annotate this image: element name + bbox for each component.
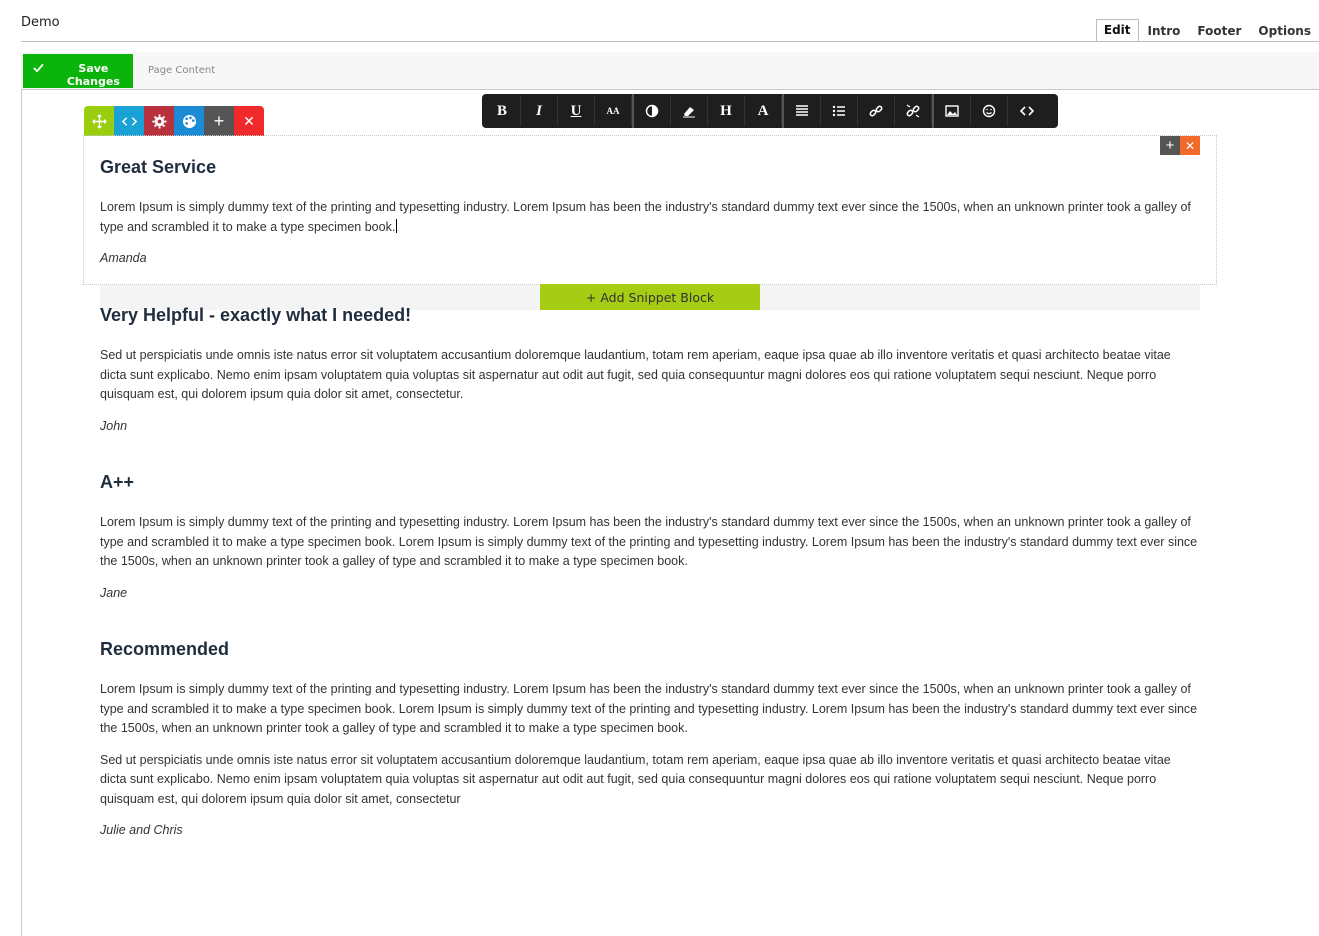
italic-button[interactable]: I bbox=[521, 96, 558, 126]
section-paragraph: Sed ut perspiciatis unde omnis iste natus error sit voluptatem accusantium doloremque laudantium, totam rem aperiam, eaque ipsa quae ab illo inventore veritatis et quasi architecto beatae vitae dicta sunt explicabo. Nemo enim ipsam voluptatem quia voluptas sit aspernatur aut odit aut fugit, sed quia consequuntur magni dolores eos qui ratione voluptatem sequi nesciunt. Neque porro quisquam est, qui dolorem ipsum quia dolor sit amet, consectetur. bbox=[100, 348, 1171, 401]
link-button[interactable] bbox=[858, 96, 895, 126]
section-title: Very Helpful - exactly what I needed! bbox=[100, 305, 412, 325]
section-title: Recommended bbox=[100, 639, 230, 659]
text-caret bbox=[396, 219, 397, 233]
clear-format-button[interactable] bbox=[671, 96, 708, 126]
save-changes-button[interactable] bbox=[23, 54, 133, 88]
section-title: A++ bbox=[100, 472, 135, 492]
remove-row-button[interactable]: ✕ bbox=[1180, 136, 1200, 155]
tab-options[interactable]: Options bbox=[1258, 24, 1311, 38]
delete-block-button[interactable]: ✕ bbox=[234, 106, 264, 136]
move-icon bbox=[92, 114, 107, 129]
section-title: Great Service bbox=[100, 157, 217, 177]
insert-emoji-button[interactable] bbox=[971, 96, 1008, 126]
underline-button[interactable]: U bbox=[558, 96, 595, 126]
duplicate-block-button[interactable]: + bbox=[204, 106, 234, 136]
unlink-button[interactable] bbox=[895, 96, 932, 126]
section-paragraph: Lorem Ipsum is simply dummy text of the printing and typesetting industry. Lorem Ipsum has been the industry's standard dummy text ever since the 1500s, when an unknown printer took a galley of type and scrambled it to make a type specimen book. Lorem Ipsum is simply dummy text of the printing and typesetting industry. Lorem Ipsum has been the industry's standard dummy text ever since the 1500s, when an unknown printer took a galley of type and scrambled it to make a type specimen book. bbox=[100, 682, 1198, 735]
tab-footer[interactable]: Footer bbox=[1197, 24, 1242, 38]
contrast-button[interactable] bbox=[634, 96, 671, 126]
tab-bar bbox=[1095, 20, 1319, 42]
code-icon bbox=[1020, 104, 1034, 118]
block-settings-button[interactable] bbox=[144, 106, 174, 136]
contrast-icon bbox=[645, 104, 659, 118]
testimonial-author: Jane bbox=[100, 585, 128, 600]
heading-button[interactable]: H bbox=[708, 96, 745, 126]
code-icon bbox=[122, 114, 137, 129]
align-justify-icon bbox=[795, 104, 809, 118]
font-size-button[interactable]: AA bbox=[595, 96, 632, 126]
align-button[interactable] bbox=[784, 96, 821, 126]
testimonial-section bbox=[100, 305, 1200, 436]
testimonial-section bbox=[100, 157, 1200, 269]
insert-image-button[interactable] bbox=[934, 96, 971, 126]
testimonial-author: John bbox=[100, 418, 128, 433]
save-changes-label: Save Changes bbox=[66, 62, 120, 88]
text-color-button[interactable]: A bbox=[745, 96, 782, 126]
header-divider bbox=[21, 41, 1319, 42]
unlink-icon bbox=[906, 104, 920, 118]
smiley-icon bbox=[982, 104, 996, 118]
tab-intro[interactable]: Intro bbox=[1147, 24, 1181, 38]
editor-toolbar bbox=[21, 52, 1319, 90]
section-paragraph: Lorem Ipsum is simply dummy text of the printing and typesetting industry. Lorem Ipsum has been the industry's standard dummy text ever since the 1500s, when an unknown printer took a galley of type and scrambled it to make a type specimen book. Lorem Ipsum is simply dummy text of the printing and typesetting industry. Lorem Ipsum has been the industry's standard dummy text ever since the 1500s, when an unknown printer took a galley of type and scrambled it to make a type specimen book. bbox=[100, 515, 1198, 568]
testimonial-section bbox=[100, 472, 1200, 603]
checkmark-icon bbox=[32, 61, 45, 75]
testimonial-section bbox=[100, 639, 1200, 841]
bold-button[interactable]: B bbox=[484, 96, 521, 126]
add-row-button[interactable]: + bbox=[1160, 136, 1180, 155]
move-block-button[interactable] bbox=[84, 106, 114, 136]
palette-icon bbox=[182, 114, 197, 129]
list-button[interactable] bbox=[821, 96, 858, 126]
testimonial-author: Julie and Chris bbox=[100, 823, 183, 837]
app-title: Demo bbox=[21, 15, 60, 30]
view-html-button[interactable] bbox=[114, 106, 144, 136]
image-icon bbox=[945, 104, 959, 118]
paragraph-text: Lorem Ipsum is simply dummy text of the printing and typesetting industry. Lorem Ipsum has been the industry's standard dummy text ever since the 1500s, when an unknown printer took a galley of type and scrambled it to make a type specimen book. bbox=[100, 200, 1191, 234]
block-action-bar bbox=[84, 106, 264, 136]
link-icon bbox=[869, 104, 883, 118]
block-style-button[interactable] bbox=[174, 106, 204, 136]
content-left-border bbox=[21, 90, 22, 936]
section-paragraph[interactable] bbox=[100, 198, 1200, 237]
list-icon bbox=[832, 104, 846, 118]
add-snippet-block-button[interactable]: + Add Snippet Block bbox=[540, 284, 760, 310]
tab-edit[interactable]: Edit bbox=[1096, 19, 1139, 42]
rich-text-toolbar bbox=[482, 94, 1058, 128]
gear-icon bbox=[152, 114, 167, 129]
html-source-button[interactable] bbox=[1008, 96, 1045, 126]
breadcrumb: Page Content bbox=[148, 65, 216, 76]
eraser-icon bbox=[682, 104, 696, 118]
section-paragraph: Sed ut perspiciatis unde omnis iste natus error sit voluptatem accusantium doloremque laudantium, totam rem aperiam, eaque ipsa quae ab illo inventore veritatis et quasi architecto beatae vitae dicta sunt explicabo. Nemo enim ipsam voluptatem quia voluptas sit aspernatur aut odit aut fugit, sed quia consequuntur magni dolores eos qui ratione voluptatem sequi nesciunt. Neque porro quisquam est, qui dolorem ipsum quia dolor sit amet, consectetur bbox=[100, 752, 1171, 806]
testimonial-author: Amanda bbox=[100, 251, 147, 265]
